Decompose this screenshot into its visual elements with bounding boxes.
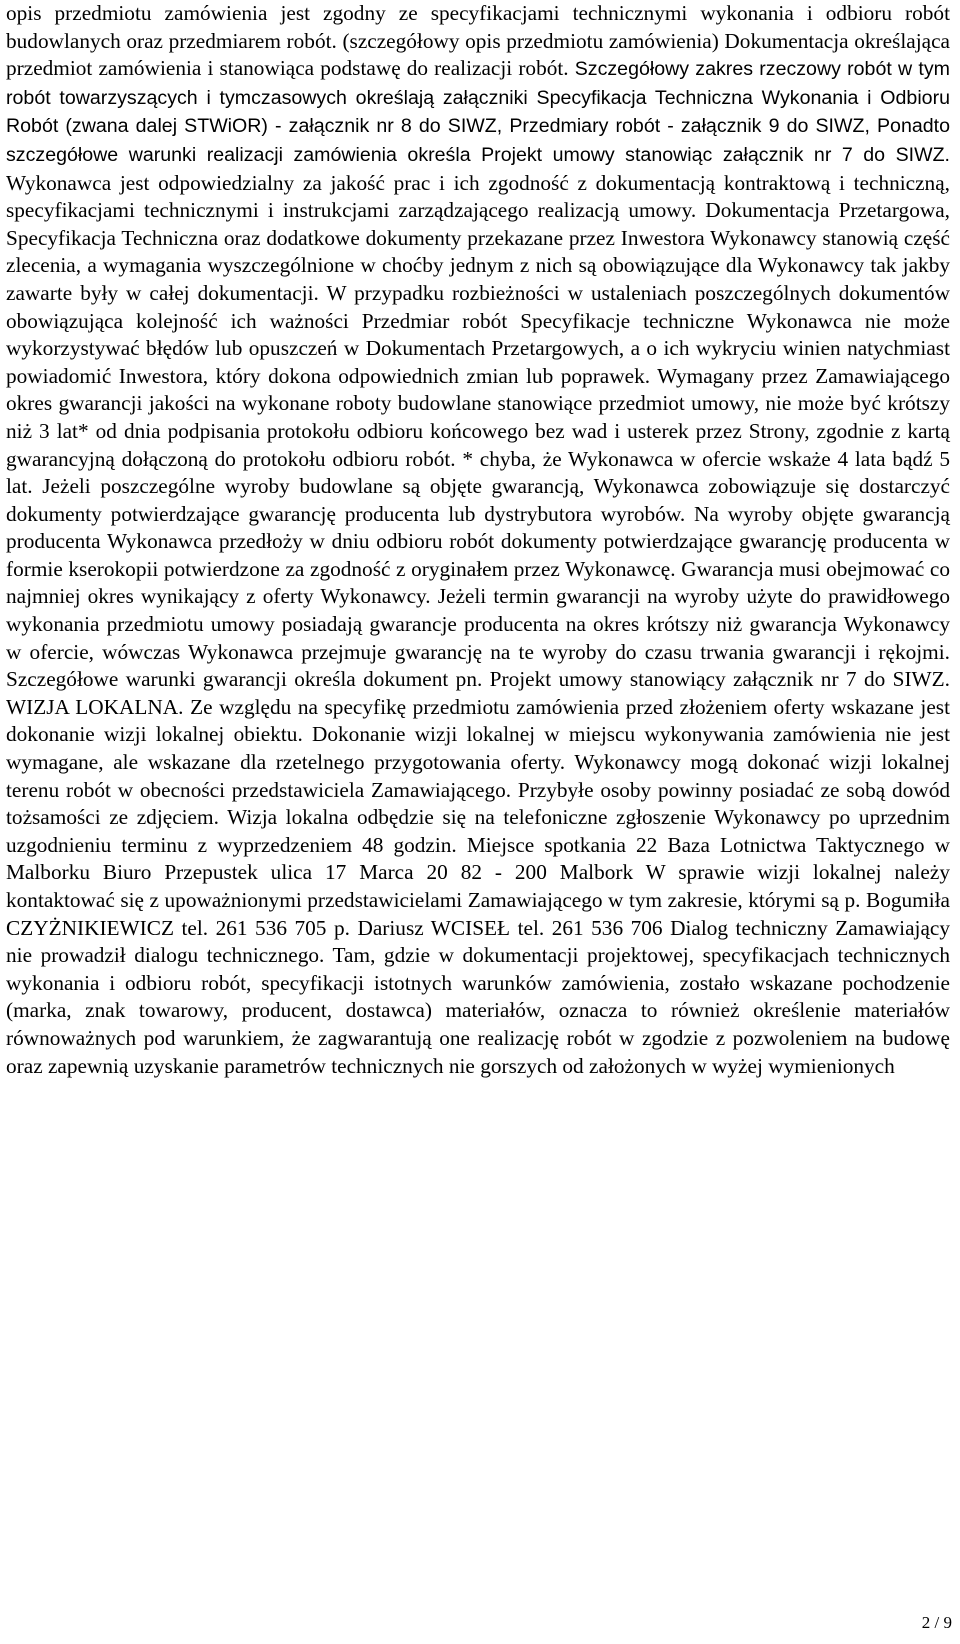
page-number: 2 / 9 [921, 1613, 952, 1632]
body-text-part-1: opis przedmiotu zamówienia jest zgodny ze specyfikacjami technicznymi wykonania i odbioru robót budowlanych oraz przedmiarem robót. (szczegółowy opis przedmiotu zamówienia) Dokumentacja określająca przedmiot zamówienia i stanowiąca podstawę do realizacji robót. [6, 1, 950, 81]
body-text-part-3: Wykonawca jest odpowiedzialny za jakość prac i ich zgodność z dokumentacją kontraktową i techniczną, specyfikacjami technicznymi i instrukcjami zarządzającego realizacją umowy. Dokumentacja Przetargowa, Specyfikacja Techniczna oraz dodatkowe dokumenty przekazane przez Inwestora Wykonawcy stanowią część zlecenia, a wymagania wyszczególnione w choćby jednym z nich są obowiązujące dla Wykonawcy tak jakby zawarte były w całej dokumentacji. W przypadku rozbieżności w ustaleniach poszczególnych dokumentów obowiązująca kolejność ich ważności Przedmiar robót Specyfikacje techniczne Wykonawca nie może wykorzystywać błędów lub opuszczeń w Dokumentach Przetargowych, a o ich wykryciu winien natychmiast powiadomić Inwestora, który dokona odpowiednich zmian lub poprawek. Wymagany przez Zamawiającego okres gwarancji jakości na wykonane roboty budowlane stanowiące przedmiot umowy, nie może być krótszy niż 3 lat* od dnia podpisania protokołu odbioru końcowego bez wad i usterek przez Strony, zgodnie z kartą gwarancyjną dołączoną do protokołu odbioru robót. * chyba, że Wykonawca w ofercie wskaże 4 lata bądź 5 lat. Jeżeli poszczególne wyroby budowlane są objęte gwarancją, Wykonawca zobowiązuje się dostarczyć dokumenty potwierdzające gwarancję producenta lub dystrybutora wyrobów. Na wyroby objęte gwarancją producenta Wykonawca przedłoży w dniu odbioru robót dokumenty potwierdzające gwarancję producenta w formie kserokopii potwierdzone za zgodność z oryginałem przez Wykonawcę. Gwarancja musi obejmować co najmniej okres wynikający z oferty Wykonawcy. Jeżeli termin gwarancji na wyroby użyte do prawidłowego wykonania przedmiotu umowy posiadają gwarancje producenta na okres krótszy niż gwarancja Wykonawcy w ofercie, wówczas Wykonawca przejmuje gwarancję na te wyroby do czasu trwania gwarancji i rękojmi. Szczegółowe warunki gwarancji określa dokument pn. Projekt umowy stanowiący załącznik nr 7 do SIWZ. WIZJA LOKALNA. Ze względu na specyfikę przedmiotu zamówienia przed złożeniem oferty wskazane jest dokonanie wizji lokalnej obiektu. Dokonanie wizji lokalnej w miejscu wykonywania zamówienia nie jest wymagane, ale wskazane dla rzetelnego przygotowania oferty. Wykonawcy mogą dokonać wizji lokalnej terenu robót w obecności przedstawiciela Zamawiającego. Przybyłe osoby powinny posiadać ze sobą dowód tożsamości ze zdjęciem. Wizja lokalna odbędzie się na telefoniczne zgłoszenie Wykonawcy po uprzednim uzgodnieniu terminu z wyprzedzeniem 48 godzin. Miejsce spotkania 22 Baza Lotnictwa Taktycznego w Malborku Biuro Przepustek ulica 17 Marca 20 82 - 200 Malbork W sprawie wizji lokalnej należy kontaktować się z upoważnionymi przedstawicielami Zamawiającego w tym zakresie, którymi są p. Bogumiła CZYŻNIKIEWICZ tel. 261 536 705 p. Dariusz WCISEŁ tel. 261 536 706 Dialog techniczny Zamawiający nie prowadził dialogu technicznego. Tam, gdzie w dokumentacji projektowej, specyfikacjach technicznych wykonania i odbioru robót, specyfikacji istotnych warunków zamówienia, zostało wskazane pochodzenie (marka, znak towarowy, producent, dostawca) materiałów, oznacza to również określenie materiałów równoważnych pod warunkiem, że zagwarantują one realizację robót w zgodzie z pozwoleniem na budowę oraz zapewnią uzyskanie parametrów technicznych nie gorszych od założonych w wyżej wymienionych [6, 170, 950, 1078]
body-text-part-2: Szczegółowy zakres rzeczowy robót w tym robót towarzyszących i tymczasowych określają załączniki Specyfikacja Techniczna Wykonania i Odbioru Robót (zwana dalej STWiOR) - załącznik nr 8 do SIWZ, Przedmiary robót - załącznik 9 do SIWZ, Ponadto szczegółowe warunki realizacji zamówienia określa Projekt umowy stanowiąc załącznik nr 7 do SIWZ. [6, 58, 950, 166]
body-text [6, 0, 950, 1080]
